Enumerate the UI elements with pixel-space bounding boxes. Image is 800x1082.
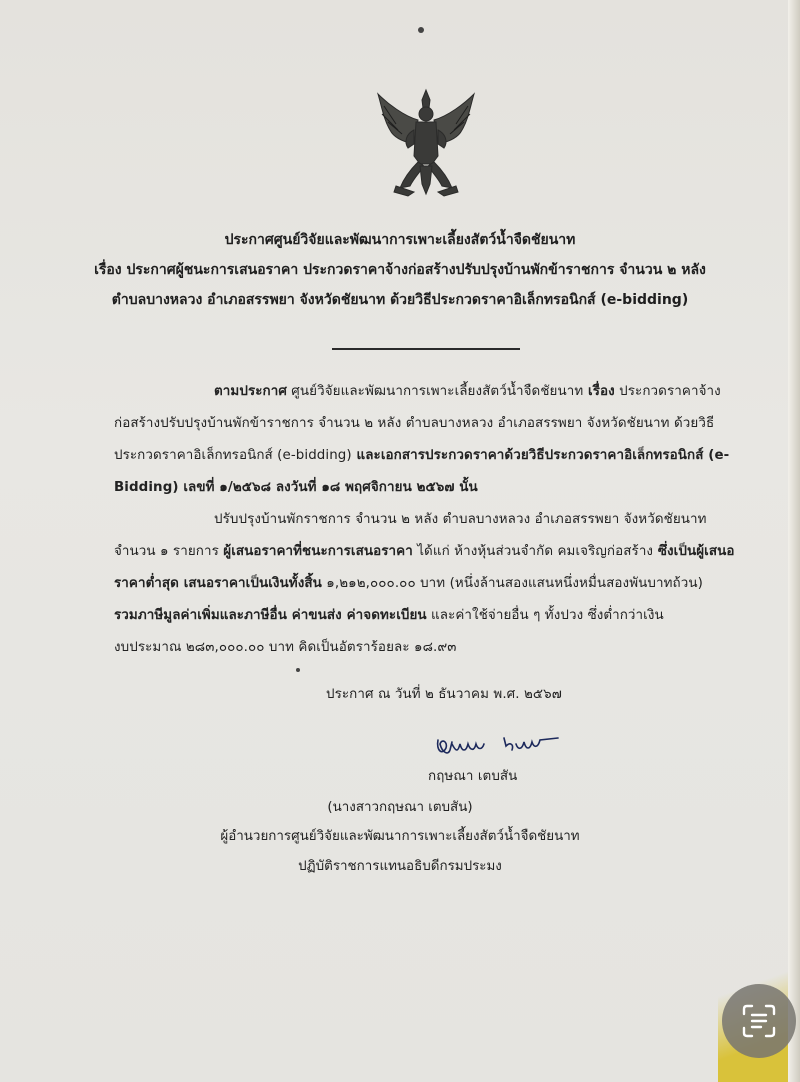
text-segment: ตามประกาศ — [214, 384, 287, 399]
header-subject: เรื่อง ประกาศผู้ชนะการเสนอราคา ประกวดราคาจ้างก่อสร้างปรับปรุงบ้านพักข้าราชการ จำนวน ๒ หลัง — [94, 262, 706, 278]
text-segment: ซึ่งเป็นผู้เสนอ — [653, 544, 735, 559]
header-location: ตำบลบางหลวง อำเภอสรรพยา จังหวัดชัยนาท ด้วยวิธีประกวดราคาอิเล็กทรอนิกส์ (e-bidding) — [111, 292, 689, 308]
paragraph1-line3 — [114, 444, 729, 465]
handwritten-signature — [432, 730, 572, 770]
signer-acting: ปฏิบัติราชการแทนอธิบดีกรมประมง — [298, 859, 502, 874]
garuda-emblem-icon — [374, 86, 478, 200]
signer-full-name: (นางสาวกฤษณา เตบสัน) — [327, 800, 473, 815]
header-title: ประกาศศูนย์วิจัยและพัฒนาการเพาะเลี้ยงสัตว์น้ำจืดชัยนาท — [224, 232, 576, 248]
paragraph2-line4 — [114, 604, 664, 625]
divider — [332, 348, 520, 350]
text-segment: ได้แก่ — [412, 544, 455, 559]
punch-hole — [418, 27, 424, 33]
text-segment: ๑,๒๑๒,๐๐๐.๐๐ บาท (หนึ่งล้านสองแสนหนึ่งหมื่นสองพันบาทถ้วน) — [321, 576, 703, 591]
text-segment: ประกวดราคาจ้าง — [614, 384, 721, 399]
paragraph1-line1 — [214, 380, 721, 401]
text-segment: รวมภาษีมูลค่าเพิ่มและภาษีอื่น ค่าขนส่ง ค่าจดทะเบียน — [114, 608, 427, 623]
text-segment: ศูนย์วิจัยและพัฒนาการเพาะเลี้ยงสัตว์น้ำจืดชัยนาท — [286, 384, 584, 399]
announce-date: ประกาศ ณ วันที่ ๒ ธันวาคม พ.ศ. ๒๕๖๗ — [326, 687, 562, 702]
signer-position: ผู้อำนวยการศูนย์วิจัยและพัฒนาการเพาะเลี้ยงสัตว์น้ำจืดชัยนาท — [220, 829, 580, 844]
text-scan-icon — [741, 1003, 777, 1039]
text-segment: ห้างหุ้นส่วนจำกัด คมเจริญก่อสร้าง — [454, 544, 654, 559]
signer-signature-name: กฤษณา เตบสัน — [428, 769, 518, 784]
paragraph2-line2 — [114, 540, 735, 561]
text-segment: และเอกสารประกวดราคาด้วยวิธีประกวดราคาอิเล็กทรอนิกส์ (e- — [351, 448, 730, 463]
text-scan-button[interactable] — [722, 984, 796, 1058]
paragraph1-line2: ก่อสร้างปรับปรุงบ้านพักข้าราชการ จำนวน ๒ หลัง ตำบลบางหลวง อำเภอสรรพยา จังหวัดชัยนาท ด้วยวิธี — [114, 416, 715, 431]
paper-speck — [296, 668, 300, 672]
text-segment: เลขที่ ๑/๒๕๖๘ ลงวันที่ ๑๘ พฤศจิกายน ๒๕๖๗ นั้น — [183, 480, 478, 495]
text-segment: ประกวดราคาอิเล็กทรอนิกส์ (e-bidding) — [114, 448, 352, 463]
text-segment: Bidding) — [114, 480, 184, 495]
paragraph2-line1: ปรับปรุงบ้านพักราชการ จำนวน ๒ หลัง ตำบลบางหลวง อำเภอสรรพยา จังหวัดชัยนาท — [214, 512, 707, 527]
paragraph2-line3 — [114, 572, 703, 593]
text-segment: เรื่อง — [583, 384, 615, 399]
text-segment: จำนวน ๑ รายการ — [114, 544, 224, 559]
paragraph2-line5: งบประมาณ ๒๘๓,๐๐๐.๐๐ บาท คิดเป็นอัตราร้อยละ ๑๘.๙๓ — [114, 640, 457, 655]
text-segment: และค่าใช้จ่ายอื่น ๆ ทั้งปวง ซึ่งต่ำกว่าเงิน — [426, 608, 664, 623]
text-segment: ผู้เสนอราคาที่ชนะการเสนอราคา — [223, 544, 413, 559]
paragraph1-line4 — [114, 476, 478, 497]
text-segment: ราคาต่ำสุด เสนอราคาเป็นเงินทั้งสิ้น — [114, 576, 322, 591]
paper-edge — [788, 0, 800, 1082]
